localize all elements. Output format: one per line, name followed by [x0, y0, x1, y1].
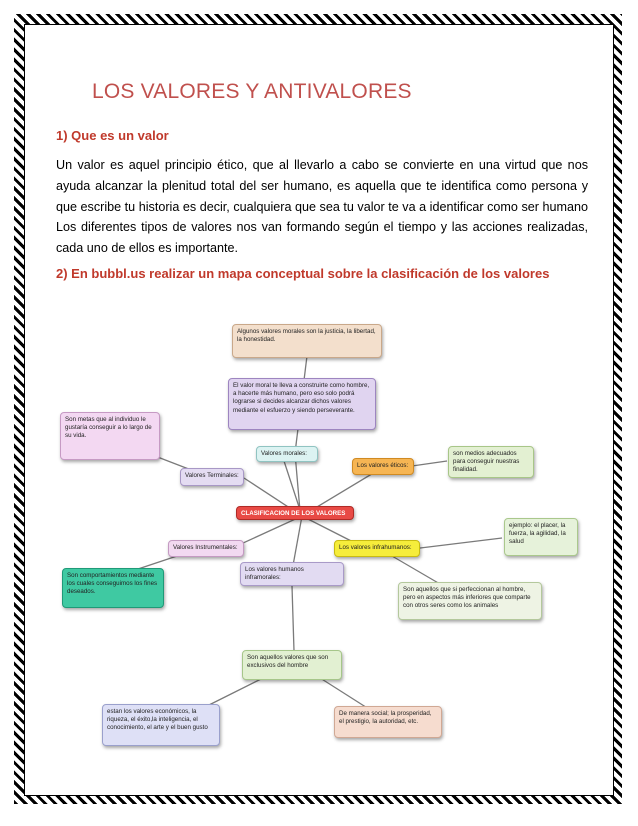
answer-paragraph: Un valor es aquel principio ético, que al llevarlo a cabo se convierte en una virtud que nos ayuda alcanzar la plenitud total del ser humano, es aquella que te identifica como persona y que escribe tu historia es decir, cualquiera que sea tu valor te va a identificar como ser humano Los diferentes tipos de valores nos van formando según el tiempo y las acciones realizadas, cada uno de ellos es importante. [56, 158, 588, 256]
node-medios: son medios adecuados para conseguir nuestras finalidad. [448, 446, 534, 478]
node-exclusivos: Son aquellos valores que son exclusivos del hombre [242, 650, 342, 680]
node-placer: ejemplo: el placer, la fuerza, la agilidad, la salud [504, 518, 578, 556]
node-metas: Son metas que al individuo le gustaría conseguir a lo largo de su vida. [60, 412, 160, 460]
node-perfeccionan: Son aquellos que si perfeccionan al hombre, pero en aspectos más inferiores que comparte con otros seres como los animales [398, 582, 542, 620]
connector-eticos-medios [412, 461, 447, 466]
node-center-clasificacion: CLASIFICACION DE LOS VALORES [236, 506, 354, 520]
node-moral-description: El valor moral te lleva a construirte como hombre, a hacerte más humano, pero eso solo podrá lograrse si decides alcanzar dichos valores mediante el esfuerzo y siendo perseverante. [228, 378, 376, 430]
question-1-heading: 1) Que es un valor [56, 128, 169, 143]
node-valores-instrumentales: Valores Instrumentales: [168, 540, 244, 557]
node-comportamientos: Son comportamientos mediante los cuales conseguimos los fines deseados. [62, 568, 164, 608]
node-valores-terminales: Valores Terminales: [180, 468, 244, 486]
connector-infrahumanos-placer [412, 538, 502, 549]
node-inframorales: Los valores humanos inframorales: [240, 562, 344, 586]
node-valores-eticos: Los valores éticos: [352, 458, 414, 475]
connector-inframorales-exclusivos [292, 586, 294, 651]
node-economicos: estan los valores económicos, la riqueza, el éxito,la inteligencia, el conocimiento, el arte y el buen gusto [102, 704, 220, 746]
node-valores-infrahumanos: Los valores infrahumanos: [334, 540, 420, 557]
question-2-heading: 2) En bubbl.us realizar un mapa conceptual sobre la clasificación de los valores [56, 266, 550, 281]
node-morales-examples: Algunos valores morales son la justicia, la libertad, la honestidad. [232, 324, 382, 358]
document-title: LOS VALORES Y ANTIVALORES [92, 80, 412, 103]
connector-exclusivos-economicos [207, 676, 267, 706]
concept-map [52, 306, 592, 776]
node-social: De manera social; la prosperidad, el prestigio, la autoridad, etc. [334, 706, 442, 738]
node-valores-morales: Valores morales: [256, 446, 318, 462]
